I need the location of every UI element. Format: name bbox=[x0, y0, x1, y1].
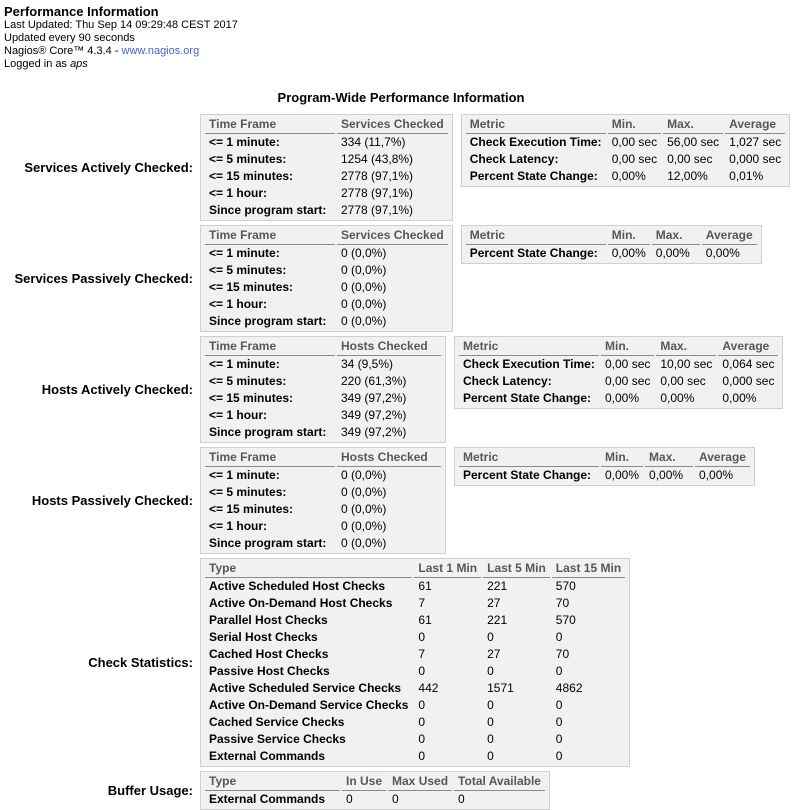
row-value: 0,00% bbox=[660, 391, 695, 405]
row-label: External Commands bbox=[209, 792, 326, 806]
column-header: Min. bbox=[608, 116, 661, 134]
row-value: 0 (0,0%) bbox=[341, 536, 387, 550]
section-services-passively-checked bbox=[0, 225, 802, 332]
table-row bbox=[205, 791, 545, 808]
row-value: 0,000 sec bbox=[722, 374, 775, 388]
row-label: Since program start: bbox=[209, 314, 327, 328]
section-buffer-usage bbox=[0, 771, 802, 810]
row-value: 0 bbox=[487, 732, 494, 746]
row-label: <= 15 minutes: bbox=[209, 502, 294, 516]
row-value: 1,027 sec bbox=[729, 135, 782, 149]
hosts-active-metrics-table bbox=[454, 336, 783, 409]
table-row bbox=[205, 501, 441, 518]
row-value: 0 (0,0%) bbox=[341, 502, 387, 516]
column-header: Max. bbox=[663, 116, 723, 134]
row-label: <= 1 minute: bbox=[209, 135, 280, 149]
section-label: Services Actively Checked: bbox=[24, 160, 193, 175]
section-content bbox=[200, 114, 790, 221]
logged-in-user: aps bbox=[70, 58, 88, 70]
column-header: Type bbox=[205, 560, 412, 578]
row-value: 0 bbox=[555, 749, 563, 763]
row-label: Check Latency: bbox=[469, 152, 559, 166]
column-header: Services Checked bbox=[337, 116, 448, 134]
row-label: Percent State Change: bbox=[463, 391, 592, 405]
column-header: Average bbox=[695, 449, 750, 467]
section-hosts-passively-checked bbox=[0, 447, 802, 554]
table-row bbox=[205, 279, 448, 296]
table-row bbox=[205, 697, 625, 714]
column-header: Type bbox=[205, 773, 340, 791]
table-header-row bbox=[466, 116, 785, 134]
column-header: Average bbox=[702, 227, 757, 245]
table-row bbox=[205, 484, 441, 501]
column-header: Hosts Checked bbox=[337, 338, 441, 356]
table-header-row bbox=[205, 116, 448, 134]
row-value: 0 bbox=[487, 698, 494, 712]
row-value: 1254 (43,8%) bbox=[341, 152, 414, 166]
row-value: 0 bbox=[555, 715, 563, 729]
row-value: 0,00 sec bbox=[611, 152, 658, 166]
update-interval-text: Updated every 90 seconds bbox=[4, 32, 135, 44]
column-header: Max. bbox=[656, 338, 716, 356]
row-value: 570 bbox=[555, 613, 576, 627]
row-value: 70 bbox=[555, 647, 570, 661]
table-row bbox=[459, 390, 778, 407]
column-header: Min. bbox=[601, 338, 654, 356]
row-value: 0 (0,0%) bbox=[341, 246, 387, 260]
row-value: 0,00% bbox=[655, 246, 690, 260]
row-label: <= 1 hour: bbox=[209, 186, 268, 200]
column-header: Average bbox=[718, 338, 778, 356]
row-value: 0 bbox=[555, 698, 563, 712]
table-header-row bbox=[205, 449, 441, 467]
column-header: Services Checked bbox=[337, 227, 448, 245]
row-value: 27 bbox=[487, 647, 501, 661]
table-row bbox=[205, 134, 448, 151]
row-label: <= 1 minute: bbox=[209, 468, 280, 482]
section-content bbox=[200, 558, 630, 767]
row-value: 70 bbox=[555, 596, 570, 610]
row-label: <= 1 hour: bbox=[209, 297, 268, 311]
row-label: Since program start: bbox=[209, 536, 327, 550]
table-row bbox=[205, 518, 441, 535]
services-passive-timeframe-table bbox=[200, 225, 453, 332]
row-value: 0 (0,0%) bbox=[341, 297, 387, 311]
row-label: Percent State Change: bbox=[469, 246, 598, 260]
services-passive-metrics-table bbox=[461, 225, 762, 264]
row-value: 349 (97,2%) bbox=[341, 425, 407, 439]
row-value: 221 bbox=[487, 613, 508, 627]
row-label: External Commands bbox=[209, 749, 326, 763]
page-heading: Performance Information bbox=[4, 4, 159, 19]
section-label: Hosts Actively Checked: bbox=[41, 382, 193, 397]
table-row bbox=[205, 151, 448, 168]
row-value: 0 bbox=[555, 630, 563, 644]
row-label: <= 1 hour: bbox=[209, 519, 268, 533]
row-label: Percent State Change: bbox=[469, 169, 598, 183]
table-row bbox=[466, 168, 785, 185]
row-label: Parallel Host Checks bbox=[209, 613, 328, 627]
check-statistics-table bbox=[200, 558, 630, 767]
row-value: 0 bbox=[418, 749, 426, 763]
section-label: Hosts Passively Checked: bbox=[31, 493, 193, 508]
row-value: 221 bbox=[487, 579, 508, 593]
section-content bbox=[200, 336, 783, 443]
hosts-active-timeframe-table bbox=[200, 336, 446, 443]
row-value: 0 (0,0%) bbox=[341, 485, 387, 499]
table-row bbox=[205, 748, 625, 765]
row-value: 2778 (97,1%) bbox=[341, 203, 414, 217]
column-header: Last 15 Min bbox=[552, 560, 625, 578]
table-header-row bbox=[466, 227, 757, 245]
table-row bbox=[205, 262, 448, 279]
row-value: 2778 (97,1%) bbox=[341, 169, 414, 183]
row-value: 570 bbox=[555, 579, 576, 593]
table-row bbox=[205, 407, 441, 424]
row-label: Percent State Change: bbox=[463, 468, 592, 482]
section-label: Check Statistics: bbox=[88, 655, 193, 670]
section-content bbox=[200, 447, 755, 554]
column-header: Max. bbox=[645, 449, 693, 467]
row-value: 0 (0,0%) bbox=[341, 314, 387, 328]
row-value: 4862 bbox=[555, 681, 583, 695]
row-label: Passive Host Checks bbox=[209, 664, 330, 678]
table-row bbox=[205, 390, 441, 407]
row-value: 349 (97,2%) bbox=[341, 391, 407, 405]
row-value: 0,00% bbox=[699, 468, 734, 482]
table-row bbox=[205, 731, 625, 748]
table-row bbox=[466, 245, 757, 262]
row-value: 0,01% bbox=[729, 169, 764, 183]
row-value: 0,00 sec bbox=[660, 374, 706, 388]
table-row bbox=[205, 467, 441, 484]
row-value: 0,00% bbox=[605, 391, 640, 405]
column-header: Time Frame bbox=[205, 338, 335, 356]
row-label: Active Scheduled Host Checks bbox=[209, 579, 386, 593]
row-label: <= 5 minutes: bbox=[209, 485, 287, 499]
row-label: Cached Service Checks bbox=[209, 715, 345, 729]
row-value: 0,064 sec bbox=[722, 357, 775, 371]
table-row bbox=[466, 151, 785, 168]
row-label: Active On-Demand Host Checks bbox=[209, 596, 393, 610]
column-header: Time Frame bbox=[205, 227, 335, 245]
row-value: 0,00 sec bbox=[667, 152, 713, 166]
row-value: 56,00 sec bbox=[667, 135, 720, 149]
row-value: 0 bbox=[458, 792, 465, 806]
column-header: Max Used bbox=[388, 773, 452, 791]
table-header-row bbox=[459, 338, 778, 356]
row-value: 10,00 sec bbox=[660, 357, 713, 371]
table-row bbox=[205, 595, 625, 612]
row-value: 0,00 sec bbox=[611, 135, 658, 149]
row-label: Since program start: bbox=[209, 203, 327, 217]
row-label: <= 5 minutes: bbox=[209, 152, 287, 166]
row-label: <= 15 minutes: bbox=[209, 169, 294, 183]
hosts-passive-timeframe-table bbox=[200, 447, 446, 554]
row-value: 0 bbox=[487, 715, 494, 729]
section-check-statistics bbox=[0, 558, 802, 767]
row-value: 0,00 sec bbox=[605, 374, 651, 388]
row-value: 0 bbox=[418, 732, 426, 746]
section-content bbox=[200, 225, 762, 332]
row-value: 0,00% bbox=[611, 246, 646, 260]
nagios-org-link[interactable]: www.nagios.org bbox=[121, 45, 200, 57]
version-text: Nagios® Core™ 4.3.4 - bbox=[4, 45, 122, 57]
row-label: <= 5 minutes: bbox=[209, 263, 287, 277]
column-header: Last 1 Min bbox=[414, 560, 481, 578]
column-header: Min. bbox=[601, 449, 643, 467]
table-row bbox=[459, 467, 750, 484]
row-label: Cached Host Checks bbox=[209, 647, 329, 661]
table-row bbox=[205, 535, 441, 552]
row-label: Active On-Demand Service Checks bbox=[209, 698, 409, 712]
section-services-actively-checked bbox=[0, 114, 802, 221]
row-value: 0 bbox=[555, 664, 563, 678]
row-value: 0,00 sec bbox=[605, 357, 651, 371]
row-value: 442 bbox=[418, 681, 439, 695]
row-value: 0 (0,0%) bbox=[341, 280, 387, 294]
row-label: <= 1 hour: bbox=[209, 408, 268, 422]
row-label: <= 15 minutes: bbox=[209, 391, 294, 405]
section-label: Services Passively Checked: bbox=[14, 271, 193, 286]
row-label: <= 1 minute: bbox=[209, 357, 280, 371]
row-label: Active Scheduled Service Checks bbox=[209, 681, 402, 695]
table-row bbox=[205, 424, 441, 441]
row-value: 0 (0,0%) bbox=[341, 263, 387, 277]
column-header: Time Frame bbox=[205, 449, 335, 467]
row-value: 0,00% bbox=[705, 246, 740, 260]
row-value: 0 bbox=[392, 792, 399, 806]
table-header-row bbox=[205, 773, 545, 791]
table-row bbox=[205, 296, 448, 313]
table-row bbox=[205, 202, 448, 219]
row-value: 7 bbox=[418, 647, 426, 661]
row-value: 0,00% bbox=[611, 169, 646, 183]
row-value: 61 bbox=[418, 613, 432, 627]
last-updated-text: Last Updated: Thu Sep 14 09:29:48 CEST 2017 bbox=[4, 19, 238, 31]
column-header: Max. bbox=[652, 227, 700, 245]
column-header: Min. bbox=[608, 227, 650, 245]
page-title: Program-Wide Performance Information bbox=[277, 90, 525, 105]
column-header: Average bbox=[725, 116, 785, 134]
table-row bbox=[205, 578, 625, 595]
column-header: Metric bbox=[459, 338, 599, 356]
column-header: Metric bbox=[466, 227, 606, 245]
row-value: 34 (9,5%) bbox=[341, 357, 394, 371]
row-label: Check Execution Time: bbox=[469, 135, 602, 149]
row-value: 0 bbox=[418, 698, 426, 712]
row-value: 0 bbox=[555, 732, 563, 746]
table-row bbox=[466, 134, 785, 151]
table-row bbox=[459, 373, 778, 390]
row-value: 12,00% bbox=[667, 169, 708, 183]
table-row bbox=[205, 313, 448, 330]
info-box bbox=[0, 0, 802, 71]
column-header: Time Frame bbox=[205, 116, 335, 134]
row-value: 0,00% bbox=[722, 391, 757, 405]
row-label: Since program start: bbox=[209, 425, 327, 439]
table-row bbox=[205, 612, 625, 629]
table-row bbox=[205, 185, 448, 202]
services-active-timeframe-table bbox=[200, 114, 453, 221]
row-value: 0 bbox=[418, 630, 426, 644]
row-value: 0 bbox=[487, 749, 494, 763]
row-value: 0 (0,0%) bbox=[341, 468, 387, 482]
table-row bbox=[205, 629, 625, 646]
table-row bbox=[205, 356, 441, 373]
row-value: 334 (11,7%) bbox=[341, 135, 406, 149]
row-value: 0 bbox=[487, 630, 494, 644]
table-row bbox=[205, 680, 625, 697]
row-value: 2778 (97,1%) bbox=[341, 186, 414, 200]
row-value: 349 (97,2%) bbox=[341, 408, 407, 422]
column-header: Last 5 Min bbox=[483, 560, 550, 578]
row-value: 0 bbox=[487, 664, 494, 678]
table-header-row bbox=[205, 338, 441, 356]
row-value: 0,00% bbox=[649, 468, 684, 482]
row-value: 220 (61,3%) bbox=[341, 374, 407, 388]
section-hosts-actively-checked bbox=[0, 336, 802, 443]
row-label: <= 15 minutes: bbox=[209, 280, 294, 294]
version-line bbox=[4, 45, 802, 58]
row-value: 27 bbox=[487, 596, 501, 610]
row-label: Check Latency: bbox=[463, 374, 552, 388]
row-value: 0 bbox=[346, 792, 353, 806]
hosts-passive-metrics-table bbox=[454, 447, 755, 486]
row-label: <= 1 minute: bbox=[209, 246, 280, 260]
column-header: In Use bbox=[342, 773, 386, 791]
column-header: Metric bbox=[466, 116, 606, 134]
table-header-row bbox=[205, 227, 448, 245]
column-header: Metric bbox=[459, 449, 599, 467]
table-header-row bbox=[459, 449, 750, 467]
column-header: Total Available bbox=[454, 773, 545, 791]
logged-in-line bbox=[4, 58, 802, 71]
table-row bbox=[205, 714, 625, 731]
row-value: 0,000 sec bbox=[729, 152, 782, 166]
performance-tables bbox=[0, 114, 802, 810]
section-content bbox=[200, 771, 550, 810]
buffer-usage-table bbox=[200, 771, 550, 810]
logged-in-text: Logged in as bbox=[4, 58, 71, 70]
row-value: 0 (0,0%) bbox=[341, 519, 387, 533]
table-row bbox=[205, 663, 625, 680]
row-value: 1571 bbox=[487, 681, 514, 695]
section-label: Buffer Usage: bbox=[107, 783, 193, 798]
table-row bbox=[205, 373, 441, 390]
table-header-row bbox=[205, 560, 625, 578]
row-label: Passive Service Checks bbox=[209, 732, 346, 746]
services-active-metrics-table bbox=[461, 114, 790, 187]
row-value: 61 bbox=[418, 579, 432, 593]
row-label: Serial Host Checks bbox=[209, 630, 318, 644]
row-value: 0 bbox=[418, 715, 426, 729]
table-row bbox=[205, 646, 625, 663]
row-label: <= 5 minutes: bbox=[209, 374, 287, 388]
row-value: 7 bbox=[418, 596, 426, 610]
table-row bbox=[205, 245, 448, 262]
row-value: 0,00% bbox=[605, 468, 640, 482]
table-row bbox=[459, 356, 778, 373]
table-row bbox=[205, 168, 448, 185]
column-header: Hosts Checked bbox=[337, 449, 441, 467]
row-value: 0 bbox=[418, 664, 426, 678]
row-label: Check Execution Time: bbox=[463, 357, 595, 371]
